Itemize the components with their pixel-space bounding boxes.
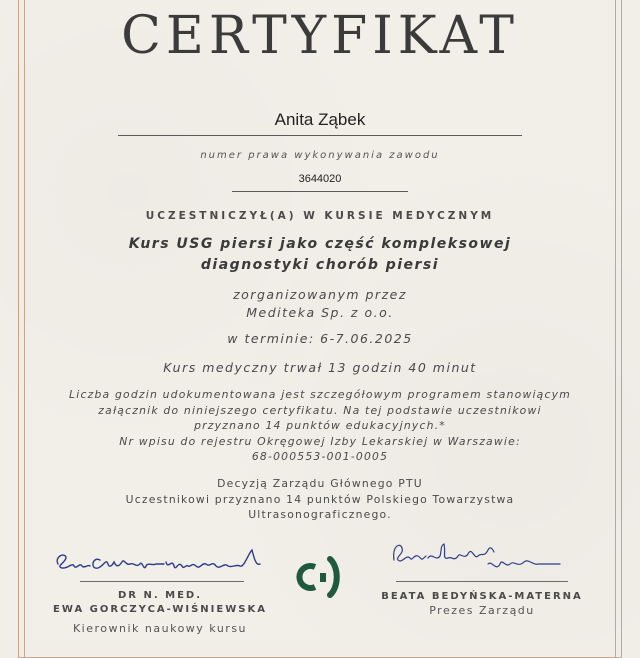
course-title-line-2: diagnostyki chorób piersi: [200, 257, 440, 273]
signature-line-left: [80, 581, 244, 582]
license-number: 3644020: [298, 173, 342, 185]
organized-by-label: zorganizowanym przez: [233, 287, 407, 302]
participated-label: UCZESTNICZYŁ(A) W KURSIE MEDYCZNYM: [145, 210, 495, 222]
course-title: [0, 234, 640, 276]
organizer-name: Mediteka Sp. z o.o.: [246, 305, 394, 320]
course-date: w terminie: 6-7.06.2025: [227, 331, 413, 346]
signatory-left-name: [40, 589, 280, 617]
ptu-line: Decyzją Zarządu Głównego PTU: [217, 477, 423, 490]
points-line: przyznano 14 punktów edukacyjnych.*: [194, 419, 446, 432]
license-caption: numer prawa wykonywania zawodu: [200, 150, 440, 161]
signature-left: [52, 544, 267, 578]
signatory-left-degree: DR N. MED.: [117, 590, 202, 601]
points-line: Nr wpisu do rejestru Okręgowej Izby Lekarskiej w Warszawie:: [119, 434, 521, 448]
participant-name: Anita Ząbek: [274, 110, 366, 129]
signatory-right-name: BEATA BEDYŃSKA-MATERNA: [381, 591, 583, 602]
course-title-line-1: Kurs USG piersi jako część kompleksowej: [128, 236, 512, 252]
signature-right: [388, 538, 564, 578]
license-underline: [232, 191, 408, 192]
ptu-paragraph: [50, 476, 590, 523]
points-paragraph: [50, 387, 590, 465]
certificate-title: CERTYFIKAT: [121, 6, 519, 66]
registry-number: 68-000553-001-0005: [251, 450, 389, 463]
signatory-right-role: Prezes Zarządu: [429, 604, 535, 617]
signatory-left-fullname: EWA GORCZYCA-WIŚNIEWSKA: [53, 604, 267, 615]
name-underline: [118, 135, 522, 136]
signatory-left-role: Kierownik naukowy kursu: [72, 622, 248, 635]
ptu-line: Uczestnikowi przyznano 14 punktów Polskiego Towarzystwa: [125, 492, 515, 506]
signature-line-right: [396, 581, 568, 582]
ptu-line: Ultrasonograficznego.: [248, 508, 392, 521]
mediteka-logo-icon: [293, 555, 349, 599]
course-duration: Kurs medyczny trwał 13 godzin 40 minut: [163, 360, 477, 375]
points-line: załącznik do niniejszego certyfikatu. Na tej podstawie uczestnikowi: [98, 403, 542, 417]
points-line: Liczba godzin udokumentowana jest szczegółowym programem stanowiącym: [69, 388, 571, 401]
